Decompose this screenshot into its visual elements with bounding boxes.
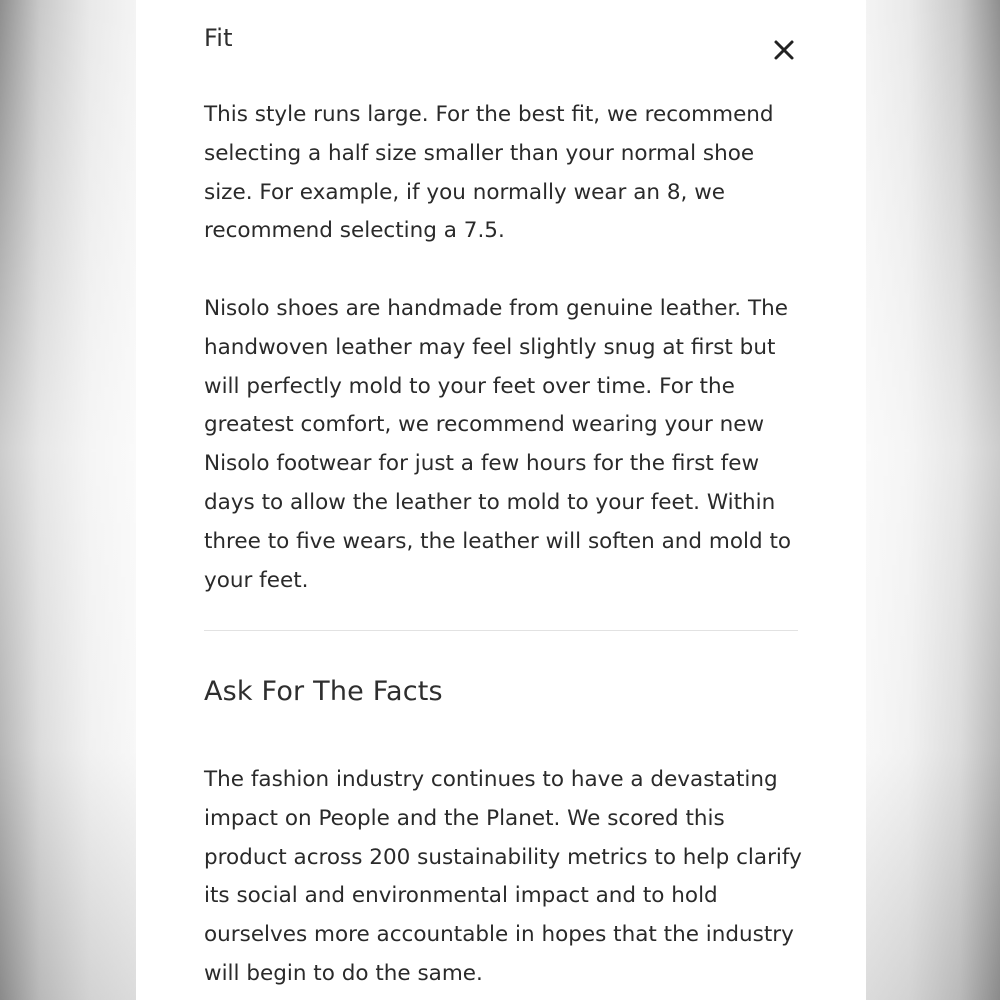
close-icon: [770, 36, 798, 64]
facts-heading: Ask For The Facts: [204, 676, 443, 707]
background-left: [0, 0, 136, 1000]
facts-paragraph: The fashion industry continues to have a devastating impact on People and the Planet. We scored this product across 200 sustainability metrics to help clarify its social and environmental impact and to hold ourselves more accountable in hopes that the industry will begin to do the same.: [204, 767, 802, 986]
background-right: [864, 0, 1000, 1000]
modal-title: Fit: [204, 24, 233, 52]
close-button[interactable]: [770, 36, 798, 64]
section-divider: [204, 630, 798, 631]
fit-leather-paragraph: Nisolo shoes are handmade from genuine leather. The handwoven leather may feel slightly snug at first but will perfectly mold to your feet over time. For the greatest comfort, we recommend wearing your new Nisolo footwear for just a few hours for the first few days to allow the leather to mold to your feet. Within three to five wears, the leather will soften and mold to your feet.: [204, 296, 792, 593]
fit-size-paragraph: This style runs large. For the best fit, we recommend selecting a half size smaller than your normal shoe size. For example, if you normally wear an 8, we recommend selecting a 7.5.: [204, 102, 774, 244]
fit-modal: [136, 0, 866, 1000]
